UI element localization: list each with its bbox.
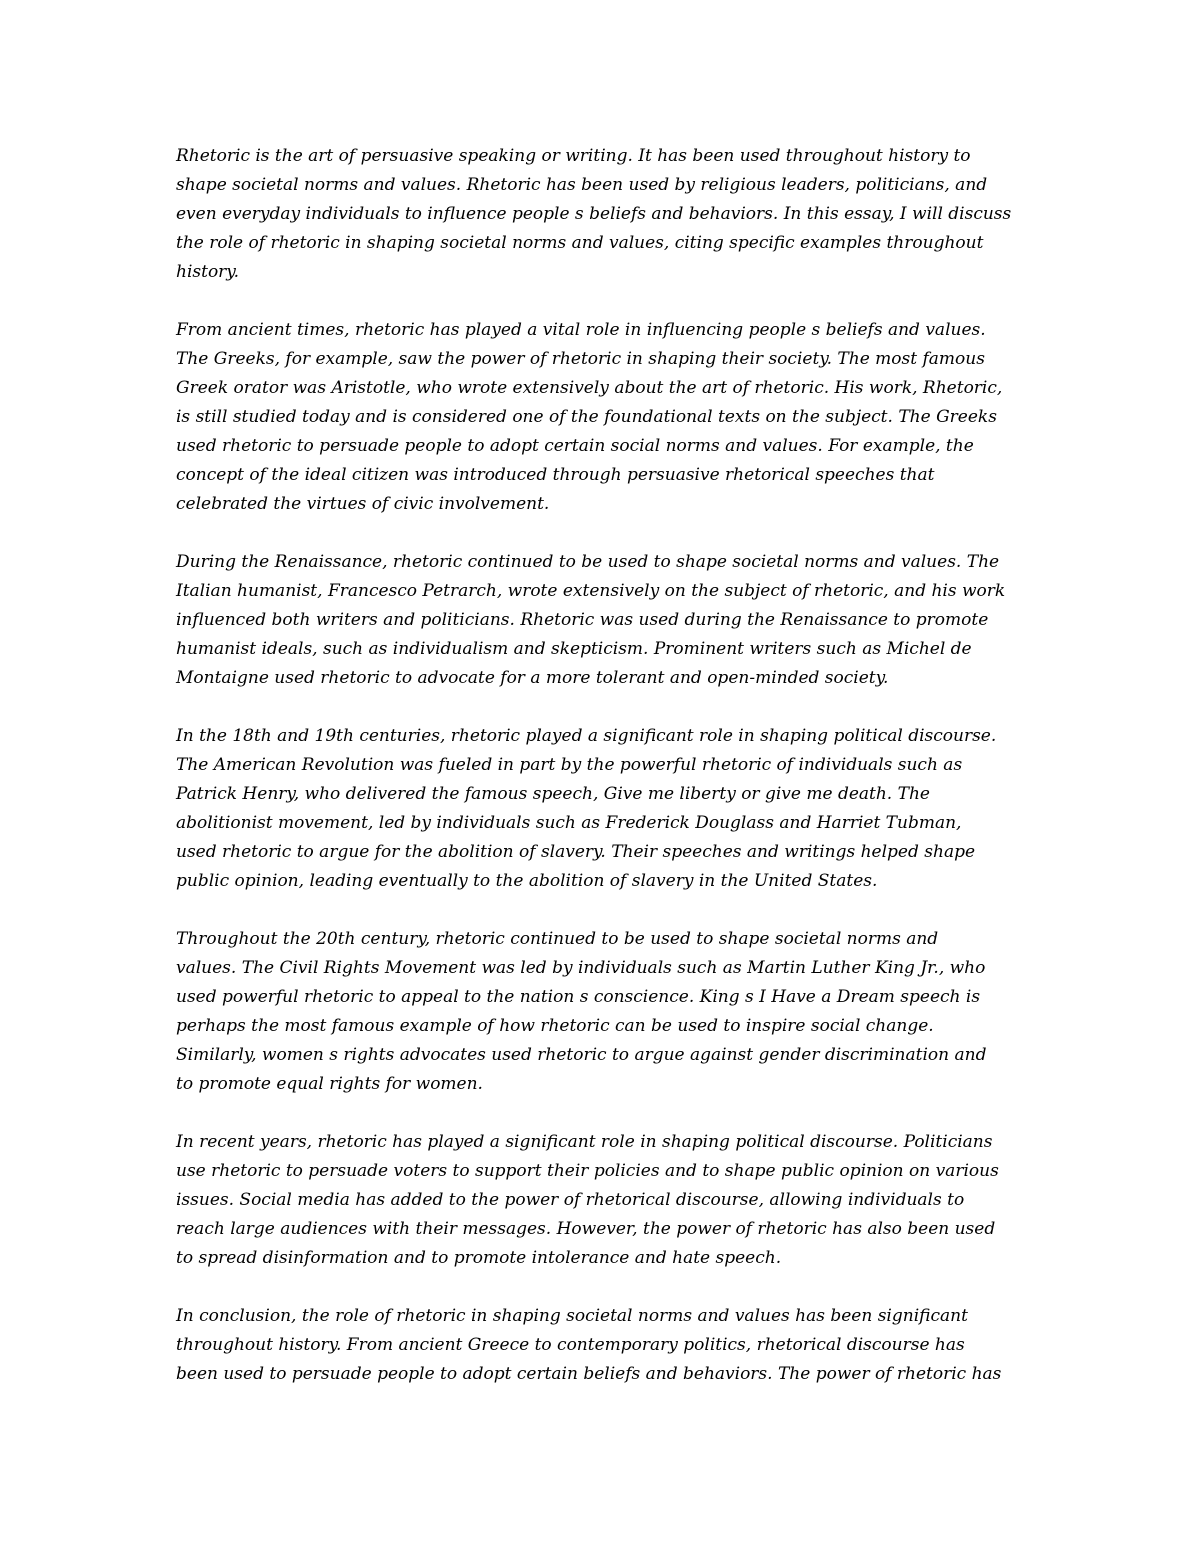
paragraph-ancient-greece	[176, 316, 1036, 519]
text-line: even everyday individuals to influence people s beliefs and behaviors. In this essay, I will discuss	[176, 204, 1012, 224]
paragraph-recent-years	[176, 1128, 1036, 1273]
text-line: reach large audiences with their messages. However, the power of rhetoric has also been used	[176, 1219, 996, 1239]
text-line: history.	[176, 262, 240, 282]
text-line: Similarly, women s rights advocates used rhetoric to argue against gender discrimination and	[176, 1045, 987, 1065]
paragraph-renaissance	[176, 548, 1036, 693]
text-line: the role of rhetoric in shaping societal norms and values, citing specific examples throughout	[176, 233, 984, 253]
text-line: Italian humanist, Francesco Petrarch, wrote extensively on the subject of rhetoric, and his work	[176, 581, 1006, 601]
text-line: humanist ideals, such as individualism and skepticism. Prominent writers such as Michel de	[176, 639, 972, 659]
text-line: The Greeks, for example, saw the power of rhetoric in shaping their society. The most famous	[176, 349, 985, 369]
paragraph-conclusion	[176, 1302, 1036, 1389]
text-line: concept of the ideal citizen was introduced through persuasive rhetorical speeches that	[176, 465, 935, 485]
text-line: to spread disinformation and to promote intolerance and hate speech.	[176, 1248, 782, 1268]
text-line: throughout history. From ancient Greece to contemporary politics, rhetorical discourse has	[176, 1335, 965, 1355]
text-line: Rhetoric is the art of persuasive speaking or writing. It has been used throughout history to	[176, 146, 971, 166]
text-line: influenced both writers and politicians. Rhetoric was used during the Renaissance to promote	[176, 610, 989, 630]
paragraph-18th-19th-centuries	[176, 722, 1036, 896]
text-line: Throughout the 20th century, rhetoric continued to be used to shape societal norms and	[176, 929, 939, 949]
text-line: used rhetoric to argue for the abolition of slavery. Their speeches and writings helped shape	[176, 842, 976, 862]
text-line: used rhetoric to persuade people to adopt certain social norms and values. For example, the	[176, 436, 974, 456]
text-line: issues. Social media has added to the power of rhetorical discourse, allowing individuals to	[176, 1190, 965, 1210]
text-line: In recent years, rhetoric has played a significant role in shaping political discourse. Politicians	[176, 1132, 993, 1152]
text-line: to promote equal rights for women.	[176, 1074, 483, 1094]
text-line: Montaigne used rhetoric to advocate for a more tolerant and open-minded society.	[176, 668, 889, 688]
text-line: The American Revolution was fueled in part by the powerful rhetoric of individuals such as	[176, 755, 963, 775]
text-line: values. The Civil Rights Movement was led by individuals such as Martin Luther King Jr., who	[176, 958, 986, 978]
text-line: used powerful rhetoric to appeal to the nation s conscience. King s I Have a Dream speech is	[176, 987, 981, 1007]
text-line: shape societal norms and values. Rhetoric has been used by religious leaders, politicians, and	[176, 175, 988, 195]
text-line: been used to persuade people to adopt certain beliefs and behaviors. The power of rhetoric has	[176, 1364, 1002, 1384]
paragraph-20th-century	[176, 925, 1036, 1099]
text-line: Greek orator was Aristotle, who wrote extensively about the art of rhetoric. His work, Rhetoric,	[176, 378, 1003, 398]
text-line: is still studied today and is considered one of the foundational texts on the subject. The Greeks	[176, 407, 997, 427]
text-line: From ancient times, rhetoric has played a vital role in influencing people s beliefs and values.	[176, 320, 986, 340]
essay-body	[176, 142, 1036, 1418]
text-line: In the 18th and 19th centuries, rhetoric played a significant role in shaping political discourse.	[176, 726, 997, 746]
paragraph-introduction	[176, 142, 1036, 287]
text-line: In conclusion, the role of rhetoric in shaping societal norms and values has been significant	[176, 1306, 968, 1326]
text-line: During the Renaissance, rhetoric continued to be used to shape societal norms and values. The	[176, 552, 1000, 572]
text-line: Patrick Henry, who delivered the famous speech, Give me liberty or give me death. The	[176, 784, 930, 804]
text-line: perhaps the most famous example of how rhetoric can be used to inspire social change.	[176, 1016, 934, 1036]
text-line: abolitionist movement, led by individuals such as Frederick Douglass and Harriet Tubman,	[176, 813, 962, 833]
text-line: celebrated the virtues of civic involvement.	[176, 494, 550, 514]
text-line: public opinion, leading eventually to the abolition of slavery in the United States.	[176, 871, 878, 891]
text-line: use rhetoric to persuade voters to support their policies and to shape public opinion on various	[176, 1161, 999, 1181]
